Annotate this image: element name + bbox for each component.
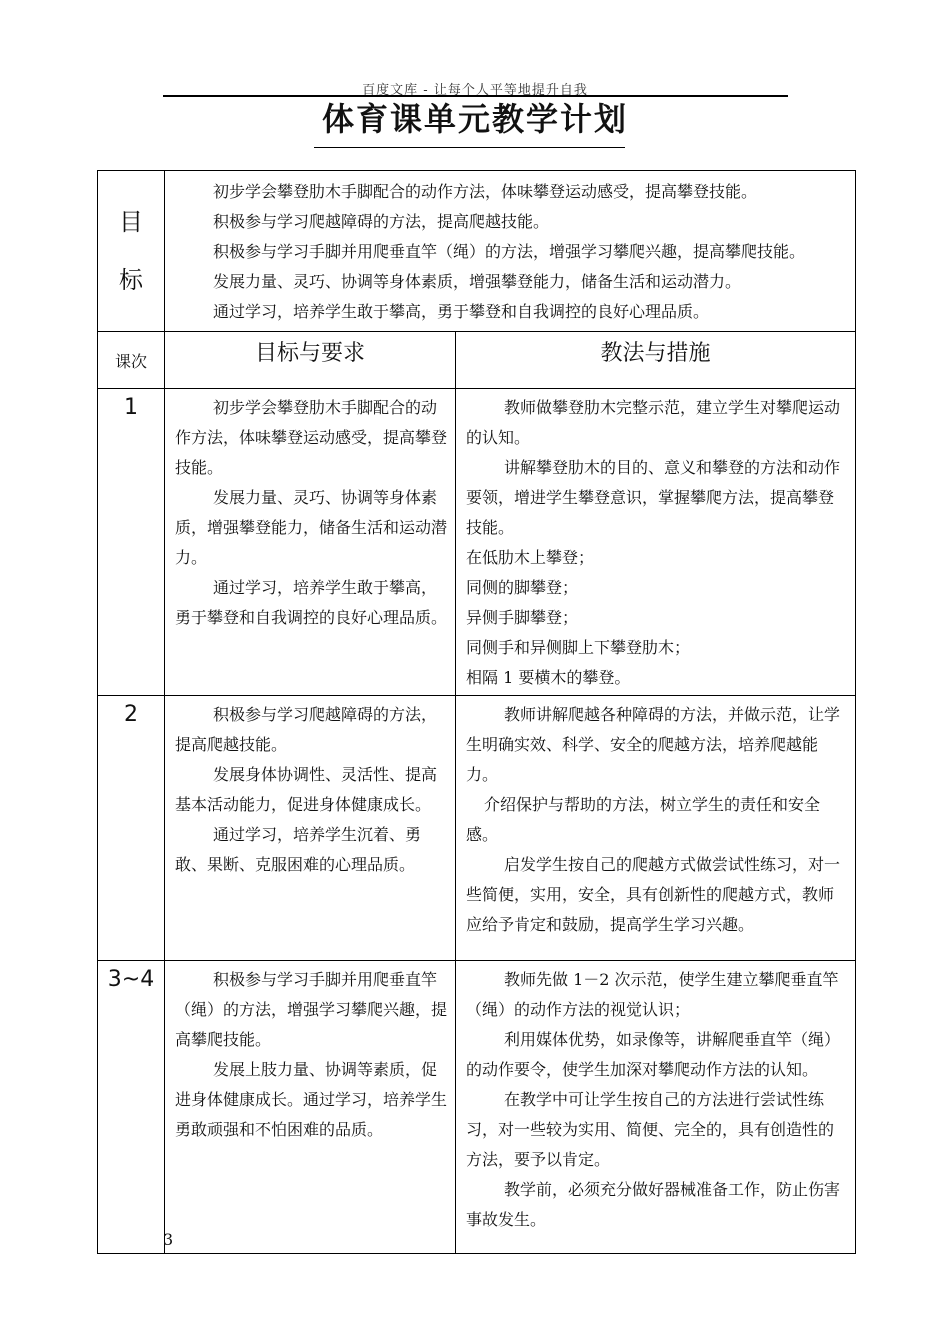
goal-line: 初步学会攀登肋木手脚配合的动作方法，体味攀登运动感受，提高攀登技能。 [213,182,758,201]
methods-header: 教法与措施 [456,332,856,389]
watermark-text: 百度文库 - 让每个人平等地提升自我 [362,83,588,98]
goals-label-char-1: 目 [119,208,143,236]
goals-row [98,171,856,332]
objectives-cell [165,696,456,961]
objectives-cell [165,389,456,696]
method-paragraph: 介绍保护与帮助的方法，树立学生的责任和安全感。 [466,795,821,844]
goals-text-cell [165,171,856,332]
goals-label-cell [98,171,165,332]
method-paragraph: 教师做攀登肋木完整示范，建立学生对攀爬运动的认知。 [466,398,841,447]
lesson-header: 课次 [98,332,165,389]
lesson-row-3-4 [98,961,856,1254]
page-number: 3 [163,1230,174,1249]
lesson-row-1 [98,389,856,696]
method-paragraph: 教师先做 1－2 次示范，使学生建立攀爬垂直竿（绳）的动作方法的视觉认识； [466,970,839,1019]
header-row [98,332,856,389]
method-paragraph: 启发学生按自己的爬越方式做尝试性练习，对一些简便，实用，安全，具有创新性的爬越方式，教师应给予肯定和鼓励，提高学生学习兴趣。 [466,855,841,934]
lesson-number: 3~4 [98,961,165,1254]
method-paragraph: 利用媒体优势，如录像等，讲解爬垂直竿（绳）的动作要令，使学生加深对攀爬动作方法的认知。 [466,1030,841,1079]
method-paragraph: 异侧手脚攀登； [466,608,579,627]
methods-cell [456,961,856,1254]
method-paragraph: 教学前，必须充分做好器械准备工作，防止伤害事故发生。 [466,1180,841,1229]
teaching-plan-table [97,170,856,1254]
methods-cell [456,389,856,696]
objectives-header: 目标与要求 [165,332,456,389]
objective-paragraph: 通过学习，培养学生沉着、勇敢、果断、克服困难的心理品质。 [175,825,422,874]
objective-paragraph: 发展身体协调性、灵活性、提高基本活动能力，促进身体健康成长。 [175,765,438,814]
objective-paragraph: 通过学习，培养学生敢于攀高，勇于攀登和自我调控的良好心理品质。 [175,578,448,627]
methods-cell [456,696,856,961]
objective-paragraph: 发展力量、灵巧、协调等身体素质，增强攀登能力，储备生活和运动潜力。 [175,488,448,567]
method-paragraph: 教师讲解爬越各种障碍的方法，并做示范，让学生明确实效、科学、安全的爬越方法，培养爬越能力。 [466,705,841,784]
goals-label-char-2: 标 [119,266,143,294]
method-paragraph: 同侧手和异侧脚上下攀登肋木； [466,638,691,657]
objectives-cell [165,961,456,1254]
objective-paragraph: 初步学会攀登肋木手脚配合的动作方法，体味攀登运动感受，提高攀登技能。 [175,398,448,477]
objective-paragraph: 积极参与学习爬越障碍的方法，提高爬越技能。 [175,705,438,754]
goal-line: 积极参与学习爬越障碍的方法，提高爬越技能。 [213,212,550,231]
objective-paragraph: 积极参与学习手脚并用爬垂直竿（绳）的方法，增强学习攀爬兴趣，提高攀爬技能。 [175,970,448,1049]
method-paragraph: 讲解攀登肋木的目的、意义和攀登的方法和动作要领，增进学生攀登意识，掌握攀爬方法，提高攀登技能。 [466,458,841,537]
method-paragraph: 相隔 1 要横木的攀登。 [466,668,631,687]
goal-line: 发展力量、灵巧、协调等身体素质，增强攀登能力，储备生活和运动潜力。 [213,272,742,291]
goal-line: 积极参与学习手脚并用爬垂直竿（绳）的方法，增强学习攀爬兴趣，提高攀爬技能。 [213,242,806,261]
method-paragraph: 在教学中可让学生按自己的方法进行尝试性练习，对一些较为实用、简便、完全的，具有创造性的方法，要予以肯定。 [466,1090,835,1169]
goal-line: 通过学习，培养学生敢于攀高，勇于攀登和自我调控的良好心理品质。 [213,302,710,321]
lesson-number: 2 [98,696,165,961]
method-paragraph: 同侧的脚攀登； [466,578,579,597]
method-paragraph: 在低肋木上攀登； [466,548,595,567]
lesson-row-2 [98,696,856,961]
title-underline [314,147,625,148]
lesson-number: 1 [98,389,165,696]
objective-paragraph: 发展上肢力量、协调等素质，促进身体健康成长。通过学习，培养学生勇敢顽强和不怕困难的品质。 [175,1060,448,1139]
page-title: 体育课单元教学计划 [321,100,628,138]
